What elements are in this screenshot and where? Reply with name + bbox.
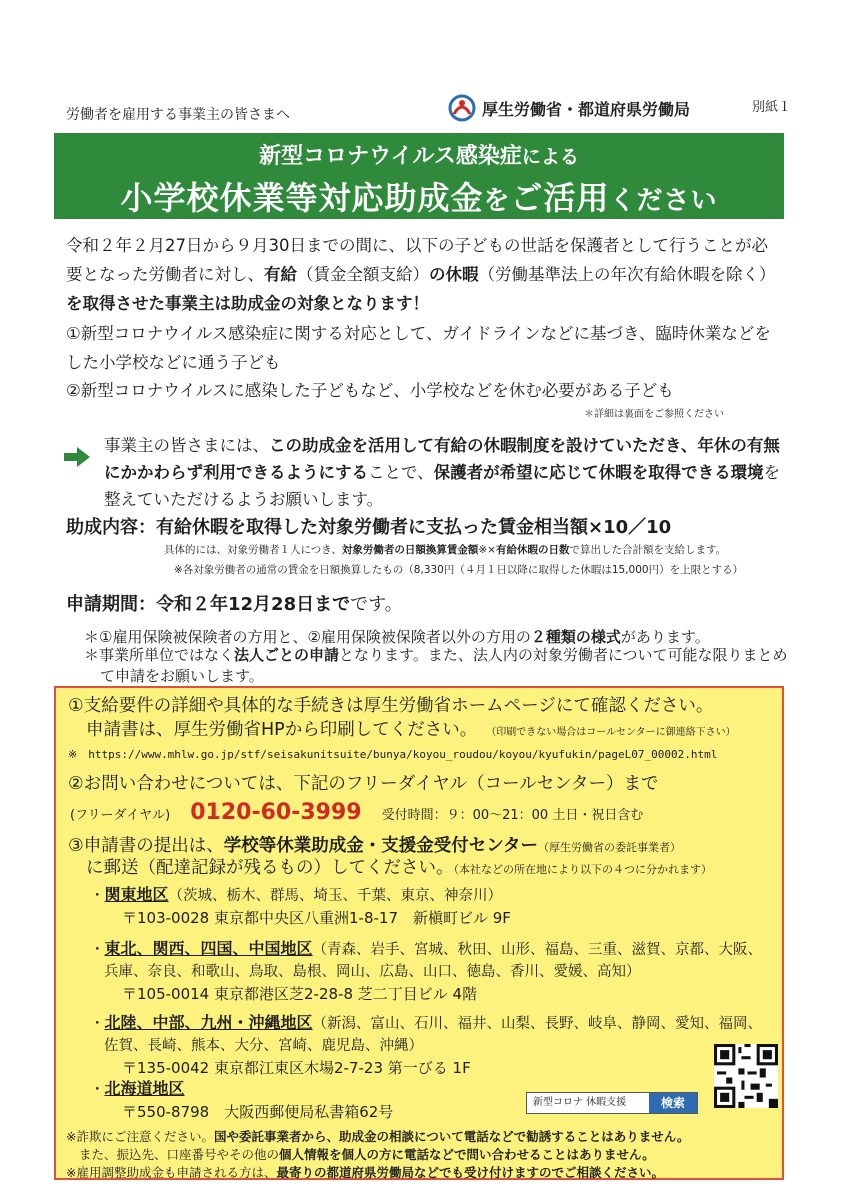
info-item-3-a: ③申請書の提出は、 <box>68 836 224 856</box>
employer-text-5: を整えていただけるようお願いします。 <box>104 463 781 509</box>
intro-text-1: 令和２年２月27日から９月30日までの間に、以下の子どもの世話を保護者として行うことが必要となった労働者に対し、 <box>66 236 768 284</box>
region-prefectures-cont: 佐賀、長崎、熊本、大分、宮崎、鹿児島、沖縄） <box>104 1038 423 1054</box>
info-item-1-print-note: （印刷できない場合はコールセンターに御連絡下さい） <box>491 727 736 738</box>
region-prefectures: （茨城、栃木、群馬、埼玉、千葉、東京、神奈川） <box>168 888 503 904</box>
intro-exclusion: （労働基準法上の年次有給休暇を除く） <box>478 265 776 284</box>
info-item-3-mail-note: （本社などの所在地により以下の４つに分かれます） <box>453 863 712 876</box>
intro-paid: 有給 <box>264 265 297 284</box>
intro-eligibility: を取得させた事業主は助成金の対象となります！ <box>66 294 429 313</box>
banner-call-suffix: ください <box>609 186 718 216</box>
employer-request <box>104 432 788 513</box>
subsidy-label: 助成内容： <box>66 517 156 538</box>
reception-center-name: 学校等休業助成金・支援金受付センター <box>223 836 539 856</box>
region-hokkaido: ・北海道地区 〒550-8798 大阪西郵便局私書箱62号 <box>90 1078 780 1123</box>
employer-text-3: ことで、 <box>368 463 434 482</box>
freedial-row <box>70 800 643 825</box>
subsidy-detail <box>164 542 726 557</box>
title-banner <box>54 133 784 219</box>
fraud-warning-1-b: 国や委託事業者から、助成金の相談について電話などで勧誘することはありません。 <box>213 1129 690 1144</box>
info-item-1-print-text: 申請書は、厚生労働省HPから印刷してください。 <box>86 720 478 740</box>
search-input[interactable]: 新型コロナ 休暇支援 <box>533 1097 627 1108</box>
banner-particle: を <box>483 186 511 216</box>
region-address: 〒103-0028 東京都中央区八重洲1-8-17 新槇町ビル 9F <box>122 909 511 927</box>
region-name: 北陸、中部、九州・沖縄地区 <box>104 1013 313 1032</box>
intro-wage-note: （賃金全額支給） <box>297 265 429 284</box>
subsidy-content <box>66 513 671 539</box>
freedial-label: (フリーダイヤル) <box>70 808 171 823</box>
region-address: 〒550-8798 大阪西郵便局私書箱62号 <box>122 1103 394 1121</box>
mhlw-url[interactable]: ※ https://www.mhlw.go.jp/stf/seisakunitsuite/bunya/koyou_roudou/koyou/kyufukin/pageL07_00002.html <box>68 748 718 761</box>
audience-line: 労働者を雇用する事業主の皆さまへ <box>66 107 290 123</box>
condition-2: ②新型コロナウイルスに感染した子どもなど、小学校などを休む必要がある子ども <box>66 381 674 400</box>
ministry-name: 厚生労働省・都道府県労働局 <box>482 99 691 119</box>
period-label: 申請期間： <box>66 594 156 615</box>
employer-text-2: この助成金を活用して有給の休暇制度を設けていただき、年休の有無にかかわらず利用できるようにする <box>104 436 780 482</box>
banner-topic: 新型コロナウイルス感染症 <box>259 144 522 169</box>
subsidy-detail-a: 具体的には、対象労働者１人につき、 <box>164 544 342 556</box>
fraud-warning-2 <box>66 1146 655 1164</box>
employer-text-1: 事業主の皆さまには、 <box>104 436 269 455</box>
period-note2-a: ＊事業所単位ではなく <box>84 646 235 664</box>
employer-text-4: 保護者が希望に応じて休暇を取得できる環境 <box>433 463 764 482</box>
banner-connector: による <box>521 146 579 168</box>
call-center-hours: 受付時間：９：00～21：00 土日・祝日含む <box>381 808 644 823</box>
subsidy-detail-b: 対象労働者の日額換算賃金額 <box>341 544 479 556</box>
banner-program-name: 小学校休業等対応助成金 <box>120 179 484 217</box>
info-item-3-mail <box>86 854 712 879</box>
period-note1-c: があります。 <box>620 628 710 646</box>
search-button[interactable]: 検索 <box>649 1093 697 1113</box>
employment-note-b: 最寄りの都道府県労働局などでも受け付けますのでご相談ください。 <box>276 1165 664 1180</box>
banner-line-2 <box>54 173 784 219</box>
attachment-label: 別紙１ <box>752 100 792 115</box>
intro-leave: の休暇 <box>429 265 479 284</box>
banner-call: ご活用 <box>510 179 610 217</box>
banner-line-1 <box>54 139 784 170</box>
qr-code-icon[interactable] <box>714 1044 778 1108</box>
application-period <box>66 590 403 616</box>
region-name: 関東地区 <box>104 885 169 904</box>
info-item-3-mail-text: に郵送（配達記録が残るもの）してください。 <box>86 858 454 878</box>
subsidy-cap-note: ※各対象労働者の通常の賃金を日額換算したもの（8,330円（４月１日以降に取得した休暇は15,000円）を上限とする） <box>174 564 744 576</box>
subsidy-text: 有給休暇を取得した対象労働者に支払った賃金相当額×10／10 <box>156 517 672 538</box>
info-item-2: ②お問い合わせについては、下記のフリーダイヤル（コールセンター）まで <box>68 774 659 794</box>
region-kanto: ・関東地区（茨城、栃木、群馬、埼玉、千葉、東京、神奈川） 〒103-0028 東京都中央区八重洲1-8-17 新槇町ビル 9F <box>90 884 780 929</box>
period-note1-a: ＊①雇用保険被保険者の方用と、②雇用保険被保険者以外の方用の <box>84 628 531 646</box>
contact-info-box <box>54 686 784 1180</box>
region-name: 北海道地区 <box>104 1079 185 1098</box>
period-note-corporate <box>84 645 800 687</box>
ministry-logo-icon <box>448 94 476 122</box>
info-item-1-print <box>86 716 736 741</box>
period-note2-b: 法人ごとの申請 <box>234 646 340 664</box>
period-note2-c: となります。また、法人内の対象労働者について可能な限りまとめて申請をお願いします。 <box>100 646 788 685</box>
region-name: 東北、関西、四国、中国地区 <box>104 939 313 958</box>
fraud-warning-2-a: また、振込先、口座番号やその他の <box>79 1147 280 1162</box>
fraud-warning-1-a: ※詐欺にご注意ください。 <box>66 1129 214 1144</box>
ministry-logo-group <box>448 94 690 122</box>
region-address: 〒135-0042 東京都江東区木場2-7-23 第一びる 1F <box>122 1059 471 1077</box>
region-prefectures: （青森、岩手、宮城、秋田、山形、福島、三重、滋賀、京都、大阪、 <box>312 942 763 958</box>
arrow-right-icon <box>64 447 90 467</box>
region-tohoku-kansai-shikoku-chugoku: ・東北、関西、四国、中国地区（青森、岩手、宮城、秋田、山形、福島、三重、滋賀、京都、大阪、 兵庫、奈良、和歌山、鳥取、島根、岡山、広島、山口、徳島、香川、愛媛、高知） 〒105-0014 東京都港区芝2-28-8 芝二丁目ビル 4階 <box>90 938 780 1005</box>
region-prefectures: （新潟、富山、石川、福井、山梨、長野、岐阜、静岡、愛知、福岡、 <box>312 1016 763 1032</box>
intro-paragraph <box>66 231 782 318</box>
employment-note-a: ※雇用調整助成金も申請される方は、 <box>66 1165 277 1180</box>
period-note-forms <box>84 626 710 647</box>
subsidy-detail-c: ※× <box>478 544 496 556</box>
region-address: 〒105-0014 東京都港区芝2-28-8 芝二丁目ビル 4階 <box>122 985 478 1003</box>
period-suffix: です。 <box>350 594 403 615</box>
search-box[interactable] <box>526 1092 698 1114</box>
period-date: 令和２年12月28日まで <box>156 594 351 615</box>
freedial-number[interactable]: 0120-60-3999 <box>190 800 362 825</box>
reception-center-note: （厚生労働省の委託事業者） <box>538 841 682 854</box>
subsidy-detail-e: で算出した合計額を支給します。 <box>569 544 727 556</box>
fraud-warning-2-b: 個人情報を個人の方に電話などで問い合わせることはありません。 <box>279 1147 655 1162</box>
period-note1-b: ２種類の様式 <box>530 628 621 646</box>
info-item-1: ①支給要件の詳細や具体的な手続きは厚生労働省ホームページにて確認ください。 <box>68 696 714 716</box>
fraud-warning-1 <box>66 1128 690 1146</box>
employment-adjustment-note <box>66 1164 664 1182</box>
region-prefectures-cont: 兵庫、奈良、和歌山、鳥取、島根、岡山、広島、山口、徳島、香川、愛媛、高知） <box>104 964 641 980</box>
region-hokuriku-chubu-kyushu-okinawa: ・北陸、中部、九州・沖縄地区（新潟、富山、石川、福井、山梨、長野、岐阜、静岡、愛知、福岡、 佐賀、長崎、熊本、大分、宮崎、鹿児島、沖縄） 〒135-0042 東京都江東区木場2-7-23 第一びる 1F <box>90 1012 780 1079</box>
details-reference-note: ＊詳細は裏面をご参照ください <box>584 409 724 420</box>
subsidy-detail-d: 有給休暇の日数 <box>495 544 570 556</box>
condition-1: ①新型コロナウイルス感染症に関する対応として、ガイドラインなどに基づき、臨時休業などをした小学校などに通う子ども <box>66 324 771 372</box>
